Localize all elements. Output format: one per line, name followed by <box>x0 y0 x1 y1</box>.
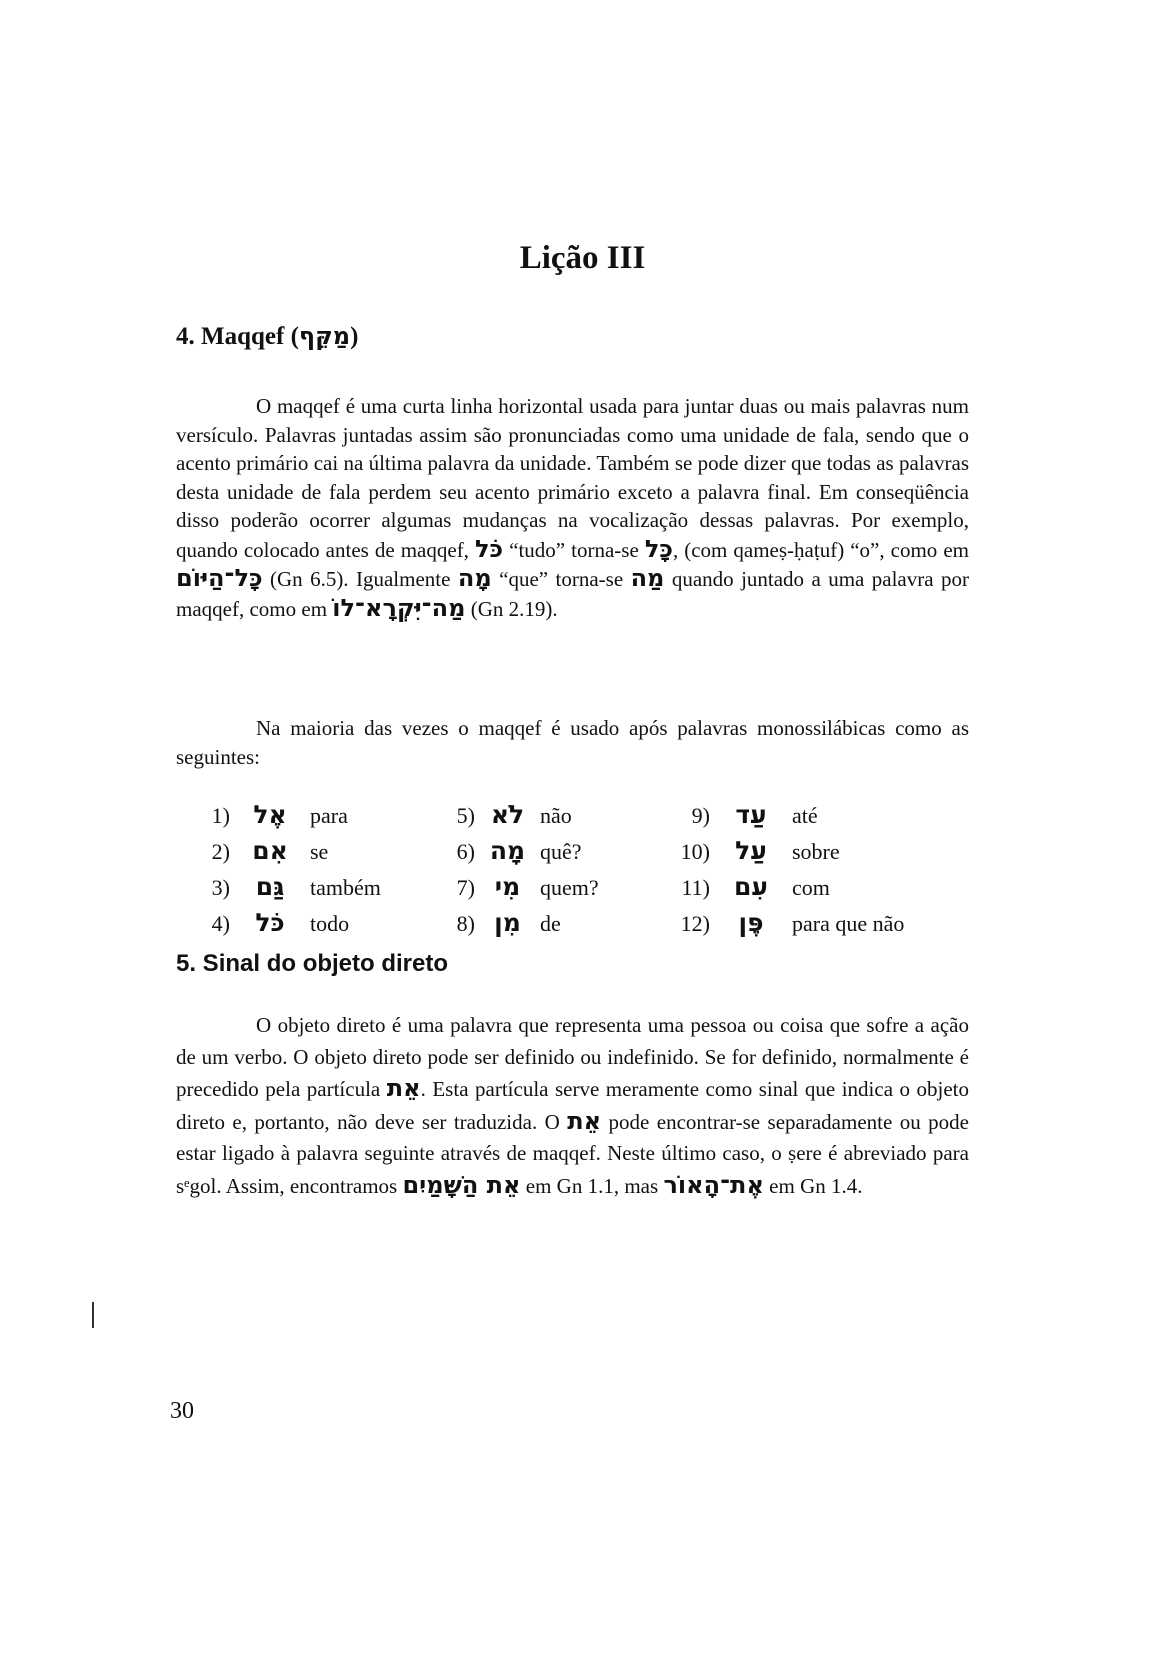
item-hebrew: מִי <box>494 872 521 901</box>
item-hebrew: עִם <box>733 872 769 901</box>
item-hebrew: מִן <box>494 908 521 937</box>
item-hebrew: כֹּל <box>255 908 285 937</box>
word-list-item <box>440 908 561 937</box>
word-list-item <box>200 908 349 937</box>
item-number: 5) <box>456 803 475 828</box>
p1-text-6: quando juntado a uma palavra por maqqef, como em <box>176 567 969 621</box>
p1-text-1: O maqqef é uma curta linha horizontal usada para juntar duas ou mais palavras num versículo. Palavras juntadas assim são pronunciadas como uma unidade de fala, sendo que o acento primário cai na última palavra da unidade. Também se pode dizer que todas as palavras desta unidade de fala perdem seu acento primário exceto a palavra final. Em conseqüência disso poderão ocorrer algumas mudanças na vocalização dessas palavras. Por exemplo, quando colocado antes de maqqef, <box>176 394 969 562</box>
word-list-row <box>200 872 970 908</box>
item-number: 11) <box>681 875 710 900</box>
item-gloss: se <box>310 839 329 864</box>
word-list-item <box>440 872 599 901</box>
item-number: 7) <box>456 875 475 900</box>
item-gloss: até <box>792 803 818 828</box>
margin-mark <box>92 1302 94 1328</box>
p3-hebrew-et: אֵת <box>386 1074 421 1102</box>
item-hebrew: לֹא <box>490 800 525 829</box>
word-list-item <box>655 800 818 829</box>
p1-hebrew-mah-pathah: מַה <box>630 564 665 592</box>
word-list-item <box>200 872 381 901</box>
item-number: 12) <box>680 911 710 936</box>
word-list-item <box>655 908 904 937</box>
item-number: 2) <box>211 839 230 864</box>
word-list-item <box>200 836 328 865</box>
item-number: 8) <box>456 911 475 936</box>
item-hebrew: פֶּן <box>738 908 764 937</box>
item-gloss: para que não <box>792 911 905 936</box>
item-number: 4) <box>211 911 230 936</box>
p3-text-3: pode encontrar-se separadamente ou pode estar ligado à palavra seguinte através de maqqef. Neste último caso, o ṣere é abreviado para sᵉgol. Assim, encontramos <box>176 1109 969 1198</box>
word-list-row <box>200 800 970 836</box>
item-hebrew: אֶל <box>253 800 287 829</box>
item-number: 9) <box>691 803 710 828</box>
section-4-heading-text: 4. Maqqef ( <box>176 323 299 350</box>
item-hebrew: עַל <box>735 836 767 865</box>
section-4-heading-close: ) <box>350 323 359 350</box>
item-number: 10) <box>680 839 710 864</box>
monosyllabic-word-list <box>200 800 970 944</box>
item-hebrew: גַּם <box>255 872 285 901</box>
item-gloss: para <box>310 803 348 828</box>
page-number: 30 <box>170 1398 194 1424</box>
item-hebrew: מָה <box>489 836 526 865</box>
lesson-title: Lição III <box>519 240 646 276</box>
p1-text-5: “que” torna-se <box>491 567 631 591</box>
item-gloss: com <box>792 875 830 900</box>
word-list-item <box>655 872 830 901</box>
p1-text-4: (Gn 6.5). Igualmente <box>262 567 458 591</box>
item-number: 3) <box>211 875 230 900</box>
item-gloss: todo <box>310 911 350 936</box>
item-gloss: também <box>310 875 381 900</box>
section-5-heading: 5. Sinal do objeto direto <box>176 950 449 977</box>
word-list-item <box>440 800 572 829</box>
word-list-row <box>200 836 970 872</box>
p3-hebrew-et-haor: אֶת־הָאוֹר <box>663 1170 764 1199</box>
p3-text-1: O objeto direto é uma palavra que representa uma pessoa ou coisa que sofre a ação de um verbo. O objeto direto pode ser definido ou indefinido. Se for definido, normalmente é precedido pela partícula <box>176 1013 969 1101</box>
maqqef-paragraph <box>176 392 969 623</box>
item-gloss: sobre <box>792 839 840 864</box>
section-4-heading <box>176 322 358 351</box>
p1-text-2: “tudo” torna-se <box>503 537 645 562</box>
word-list-row <box>200 908 970 944</box>
item-hebrew: עַד <box>735 800 767 829</box>
p3-hebrew-et-2: אֵת <box>567 1106 602 1135</box>
p3-hebrew-et-hashamayim: אֵת הַשָּׁמַיִם <box>402 1170 521 1199</box>
p3-text-2: . Esta partícula serve meramente como sinal que indica o objeto direto e, portanto, não deve ser traduzida. O <box>176 1077 969 1134</box>
p1-text-3: , (com qameṣ-ḥaṭuf) “o”, como em <box>672 537 969 562</box>
item-hebrew: אִם <box>252 836 288 865</box>
word-list-item <box>200 800 348 829</box>
item-gloss: quem? <box>540 875 599 900</box>
word-list-item <box>440 836 582 865</box>
word-list-item <box>655 836 840 865</box>
p1-hebrew-kol: כֹּל <box>474 534 504 563</box>
p1-hebrew-kol-hayyom: כָּל־הַיּוֹם <box>176 564 263 592</box>
p2-text: Na maioria das vezes o maqqef é usado após palavras monossilábicas como as seguintes: <box>176 716 969 769</box>
item-gloss: não <box>540 803 572 828</box>
direct-object-paragraph <box>176 1010 969 1202</box>
p3-text-5: em Gn 1.4. <box>763 1173 863 1198</box>
p1-hebrew-kol-qames: כָּל <box>644 534 673 563</box>
monosyllabic-intro-paragraph <box>176 714 969 771</box>
p3-text-4: em Gn 1.1, mas <box>520 1173 664 1198</box>
item-gloss: de <box>540 911 561 936</box>
item-gloss: quê? <box>540 839 582 864</box>
item-number: 1) <box>211 803 230 828</box>
p1-hebrew-mah-yiqra-lo: מַה־יִּקְרָא־לוֹ <box>332 593 466 622</box>
section-4-heading-hebrew: מַקֵּף <box>298 322 351 350</box>
item-number: 6) <box>456 839 475 864</box>
p1-hebrew-mah: מָה <box>457 564 492 592</box>
p1-text-7: (Gn 2.19). <box>465 596 558 621</box>
